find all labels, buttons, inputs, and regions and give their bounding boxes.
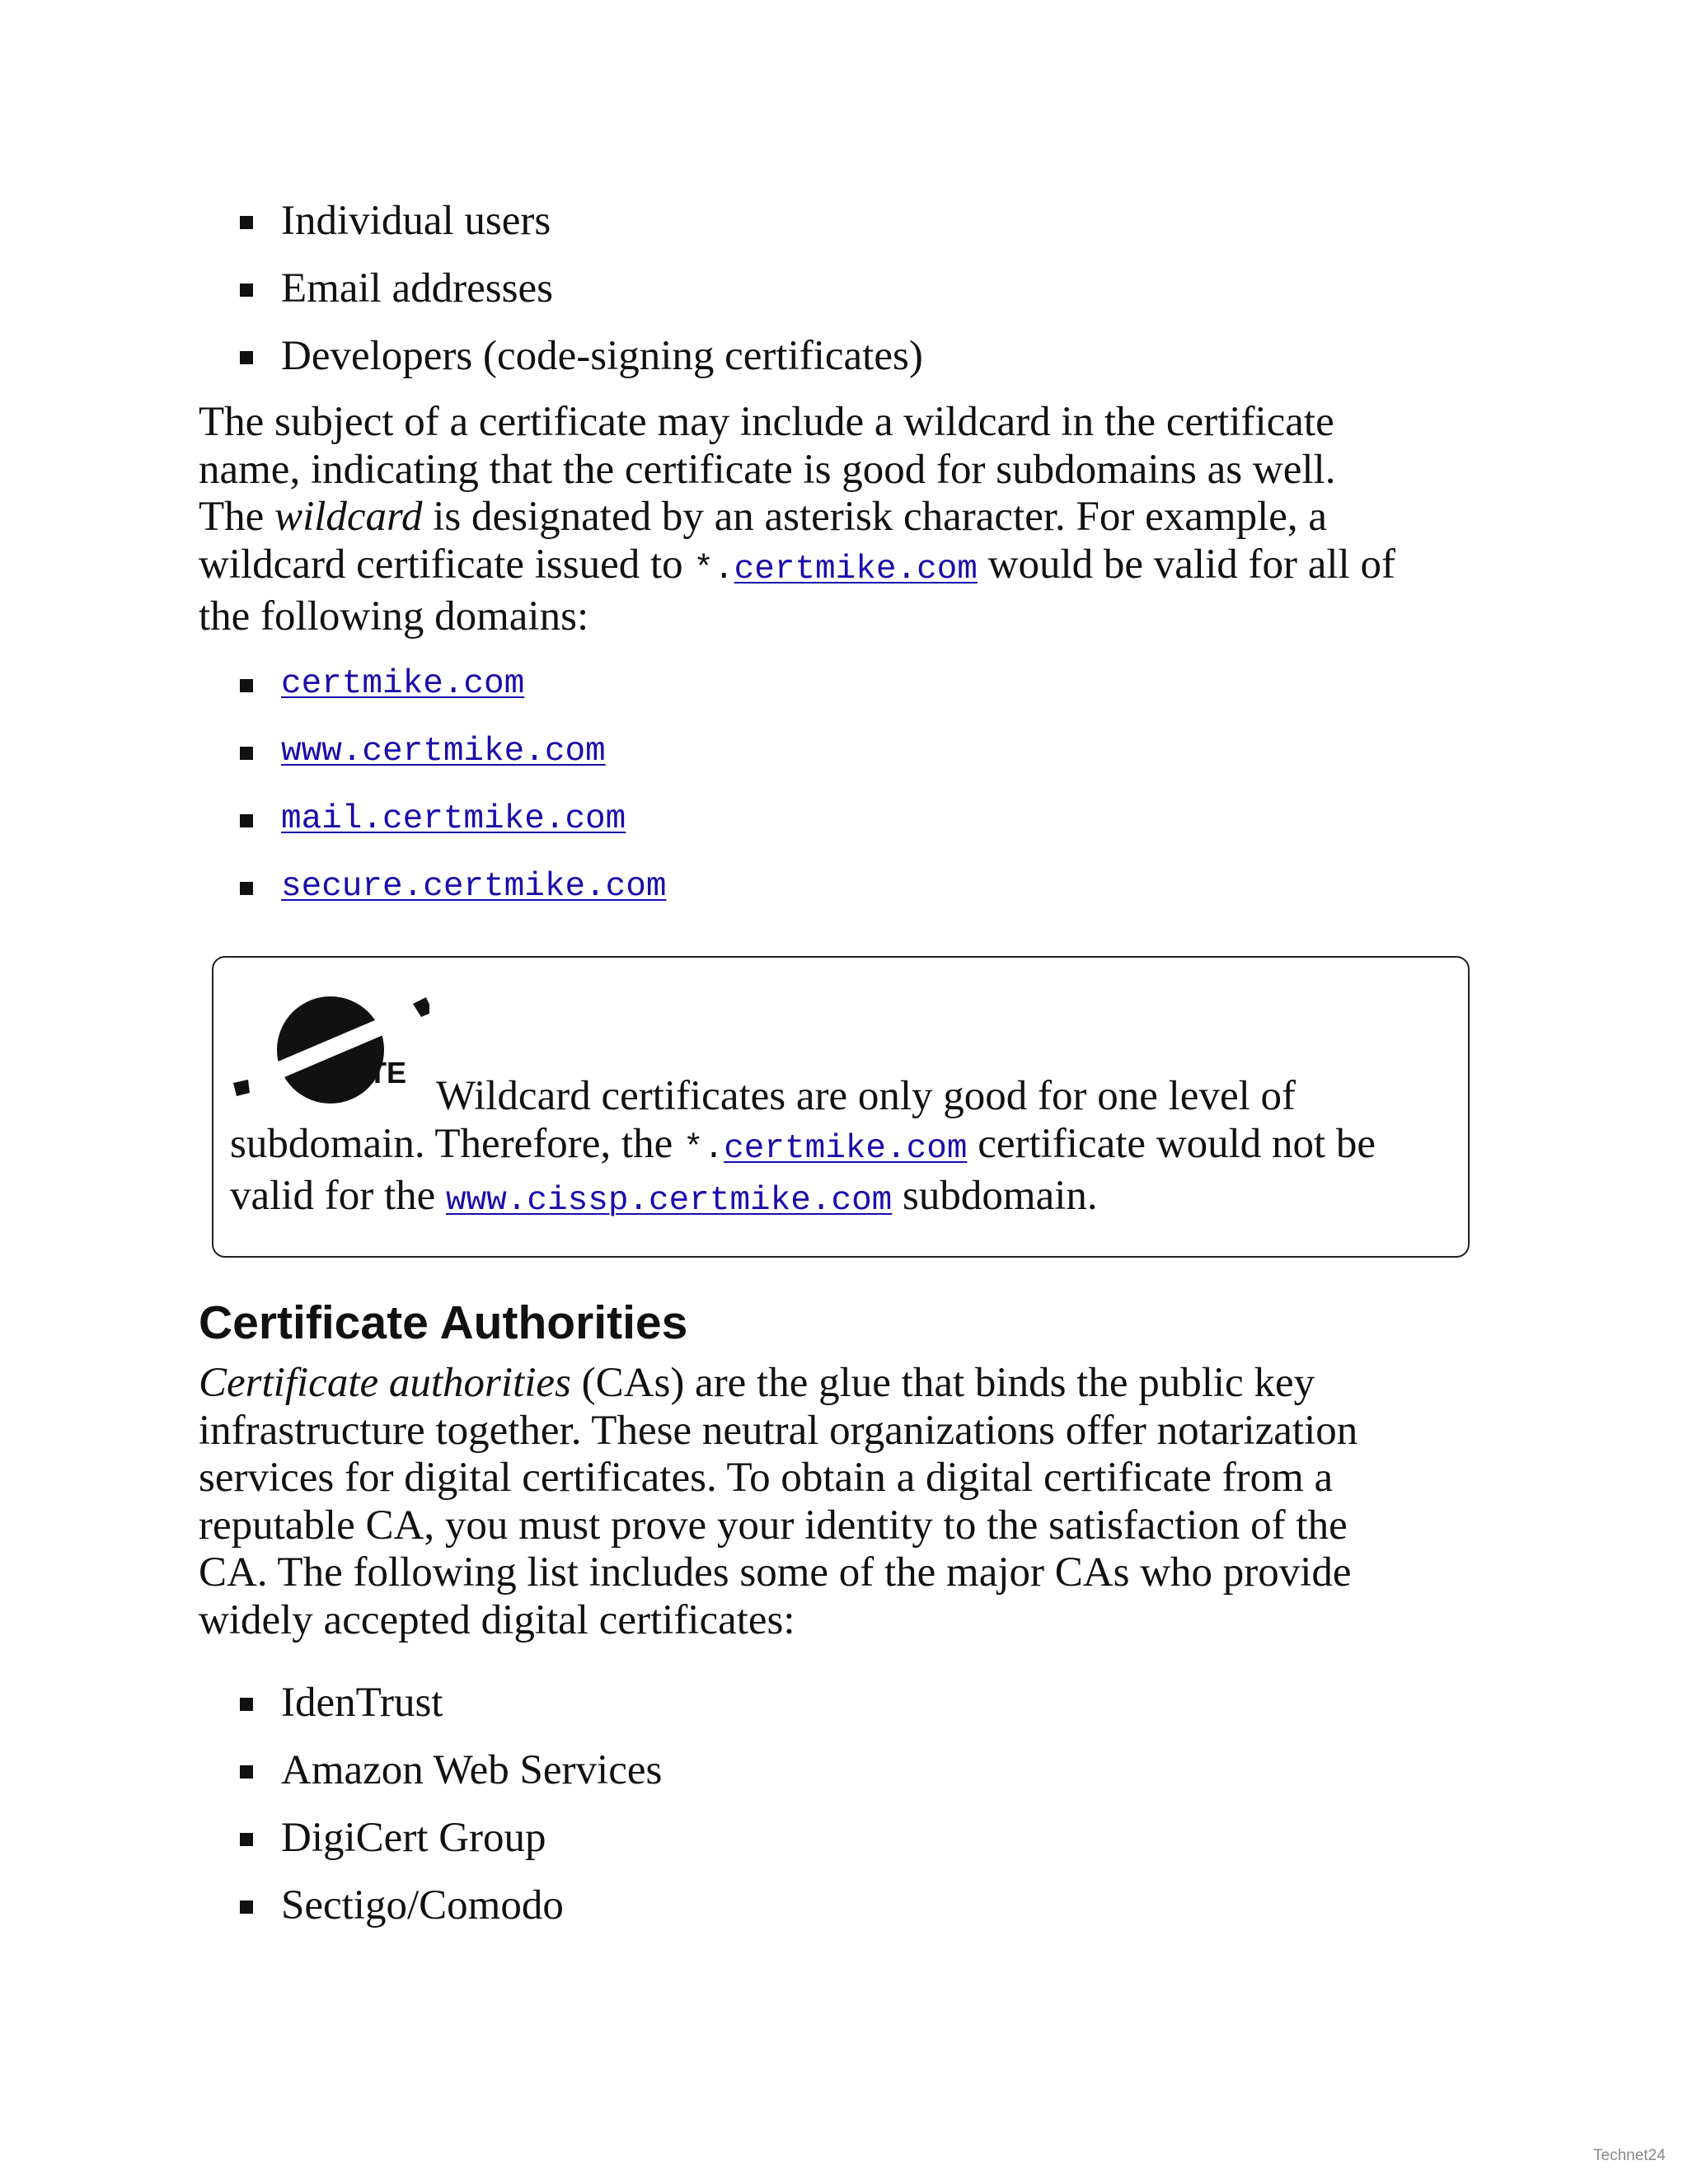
domain-link[interactable]: www.certmike.com <box>281 733 606 771</box>
bullet <box>240 1833 253 1846</box>
bullet <box>240 1698 253 1711</box>
certmike-link[interactable]: certmike.com <box>734 550 978 588</box>
bullet <box>240 284 253 297</box>
note-text: Wildcard certificates are only good for one level of subdomain. Therefore, the *.certmike.com certificate would not be valid for the www.cissp.certmike.com subdomain. <box>230 1073 1376 1220</box>
bullet <box>240 882 253 895</box>
bullet <box>240 1900 253 1914</box>
bullet <box>240 679 253 692</box>
note-box <box>212 956 1470 1258</box>
note-label: NOTE <box>324 1056 407 1090</box>
wildcard-paragraph: The subject of a certificate may include a wildcard in the certificate name, indicating that the certificate is good for subdomains as well. The wildcard is designated by an asterisk character. For example, a wildcard certificate issued to *.certmike.com would be valid for all of the following domains: <box>199 399 1395 640</box>
certmike-link[interactable]: certmike.com <box>724 1129 968 1168</box>
cissp-subdomain-link[interactable]: www.cissp.certmike.com <box>446 1182 893 1220</box>
footer-watermark: Technet24 <box>1593 2147 1666 2164</box>
domain-link[interactable]: mail.certmike.com <box>281 800 626 838</box>
domain-link[interactable]: secure.certmike.com <box>281 868 667 906</box>
ca-paragraph: Certificate authorities (CAs) are the glue that binds the public key infrastructure together. These neutral organizations offer notarization services for digital certificates. To obtain a digital certificate from a reputable CA, you must prove your identity to the satisfaction of the CA. The following list includes some of the major CAs who provide widely accepted digital certificates: <box>199 1360 1358 1643</box>
bullet <box>240 351 253 364</box>
bullet <box>240 814 253 827</box>
bullet <box>240 1765 253 1779</box>
bullet <box>240 747 253 760</box>
section-heading: Certificate Authorities <box>199 1296 688 1349</box>
domain-link[interactable]: certmike.com <box>281 665 525 703</box>
bullet <box>240 216 253 229</box>
